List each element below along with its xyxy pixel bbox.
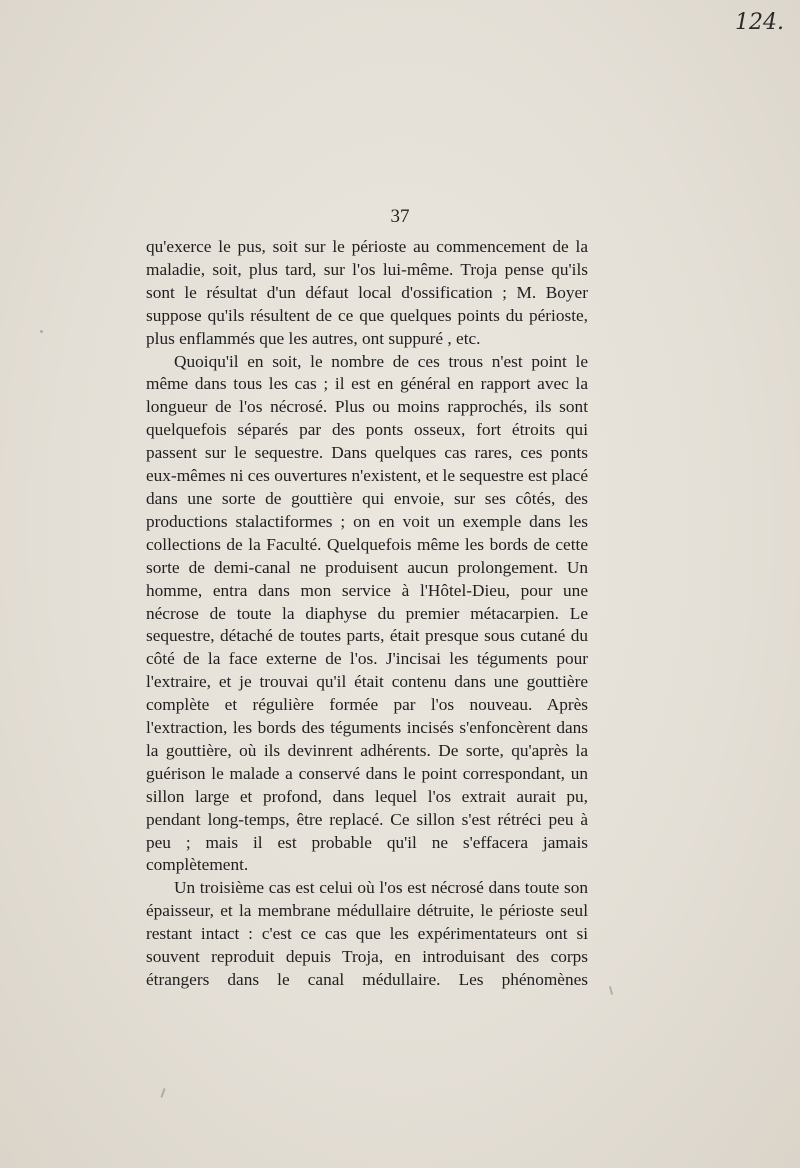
body-text [146,236,588,992]
paragraph: Un troisième cas est celui où l'os est nécrosé dans toute son épaisseur, et la membrane médullaire détruite, le périoste seul restant intact : c'est ce cas que les expérimentateurs ont si souvent reproduit depuis Troja, en introduisant des corps étrangers dans le canal médullaire. Les phénomènes [146,878,588,989]
page-number: 37 [390,206,410,227]
paragraph: Quoiqu'il en soit, le nombre de ces trous n'est point le même dans tous les cas ; il est en général en rapport avec la longueur de l'os nécrosé. Plus ou moins rapprochés, ils sont quelquefois séparés par des ponts osseux, fort étroits qui passent sur le sequestre. Dans quelques cas rares, ces ponts eux-mêmes ni ces ouvertures n'existent, et le sequestre est placé dans une sorte de gouttière qui envoie, sur ses côtés, des productions stalactiformes ; on en voit un exemple dans les collections de la Faculté. Quelquefois même les bords de cette sorte de demi-canal ne produisent aucun prolongement. Un homme, entra dans mon service à l'Hôtel-Dieu, pour une nécrose de toute la diaphyse du premier métacarpien. Le sequestre, détaché de toutes parts, était presque sous cutané du côté de la face externe de l'os. J'incisai les téguments pour l'extraire, et je trouvai qu'il était contenu dans une gouttière complète et régulière formée par l'os nouveau. Après l'extraction, les bords des téguments incisés s'enfoncèrent dans la gouttière, où ils devinrent adhérents. De sorte, qu'après la guérison le malade a conservé dans le point correspondant, un sillon large et profond, dans lequel l'os extrait aurait pu, pendant long-temps, être replacé. Ce sillon s'est rétréci peu à peu ; mais il est probable qu'il ne s'effacera jamais complètement. [146,351,588,875]
paper-fleck [609,986,613,995]
paper-fleck [160,1088,165,1098]
paragraph-continued: qu'exerce le pus, soit sur le périoste au commencement de la maladie, soit, plus tard, sur l'os lui-même. Troja pense qu'ils sont le résultat d'un défaut local d'ossification ; M. Boyer suppose qu'ils résultent de ce que quelques points du périoste, plus enflammés que les autres, ont suppuré , etc. [146,237,588,348]
folio-number: 124. [735,10,784,35]
paper-fleck [40,330,43,333]
